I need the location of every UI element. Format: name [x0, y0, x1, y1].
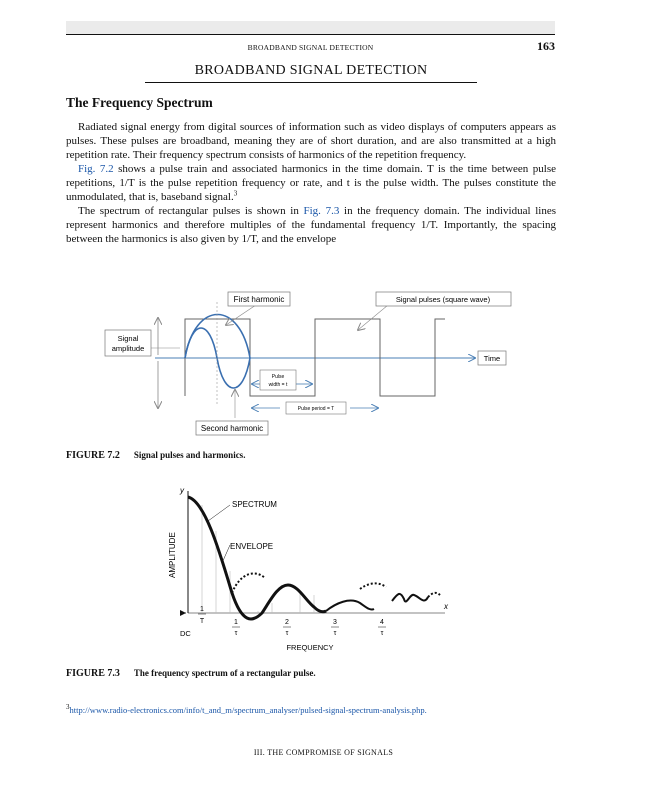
footnote	[66, 705, 427, 715]
paragraph-1: Radiated signal energy from digital sources of information such as video displays of computers appears as pulses. These pulses are broadband, meaning they are of short duration, and are also transmitted at a high repetition rate. Their frequency spectrum consists of harmonics of the repetition frequency.	[66, 121, 556, 161]
running-head	[66, 40, 555, 54]
running-title: BROADBAND SIGNAL DETECTION	[247, 43, 374, 52]
subheading: The Frequency Spectrum	[66, 95, 213, 110]
x-axis-label: x	[444, 602, 448, 611]
header-band	[66, 21, 555, 34]
tick-4-num: 4	[380, 619, 384, 626]
paragraph-3	[66, 204, 556, 246]
signal-label: Signal	[117, 334, 139, 343]
body-text	[66, 120, 556, 246]
section-title: BROADBAND SIGNAL DETECTION	[145, 63, 477, 83]
page-number: 163	[537, 39, 555, 53]
figure-7-3	[160, 483, 460, 658]
tick-1-over-T-den: T	[199, 618, 205, 625]
amplitude-label: amplitude	[111, 344, 145, 353]
tick-2-den: τ	[285, 630, 289, 637]
dc-label: DC	[180, 629, 191, 638]
figure-7-2	[100, 290, 520, 445]
fig-7-2-link[interactable]: Fig. 7.2	[78, 163, 114, 175]
tick-1-over-T-num: 1	[200, 606, 204, 613]
tick-3-num: 3	[333, 619, 337, 626]
header-rule	[66, 34, 555, 35]
fig-7-3-link[interactable]: Fig. 7.3	[303, 205, 340, 217]
figure-7-2-caption	[66, 450, 245, 461]
pulse-period-label: Pulse period = T	[297, 406, 335, 412]
figure-7-3-caption	[66, 668, 316, 679]
footer: III. THE COMPROMISE OF SIGNALS	[253, 748, 394, 757]
paragraph-2	[66, 162, 556, 204]
spectrum-label: SPECTRUM	[232, 500, 277, 509]
y-axis-label: y	[180, 486, 184, 495]
figure-7-3-number: FIGURE 7.3	[66, 668, 120, 679]
figure-7-3-caption-text: The frequency spectrum of a rectangular pulse.	[133, 668, 316, 678]
paragraph-3-text-b: in the frequency domain. The individual lines represent harmonics and therefore multiples of the fundamental frequency 1/T. Importantly, the spacing between the harmonics is also given by 1/T, and the envelope	[66, 205, 556, 245]
footnote-marker: 3	[66, 703, 70, 712]
tick-1-num: 1	[234, 619, 238, 626]
paragraph-2-text: shows a pulse train and associated harmonics in the time domain. T is the time between pulse repetitions, 1/T is the pulse repetition frequency or rate, and t is the pulse width. The pulses constitute the unmodulated, that is, baseband signal.	[66, 163, 556, 203]
envelope-label: ENVELOPE	[230, 542, 274, 551]
amplitude-axis-label: AMPLITUDE	[168, 532, 177, 578]
second-harmonic-label: Second harmonic	[200, 424, 264, 433]
tick-3-den: τ	[333, 630, 337, 637]
tick-1-den: τ	[234, 630, 238, 637]
tick-4-den: τ	[380, 630, 384, 637]
envelope-curve	[188, 497, 326, 619]
time-label: Time	[483, 354, 501, 363]
tick-2-num: 2	[285, 619, 289, 626]
first-harmonic-label: First harmonic	[233, 295, 285, 304]
frequency-label: FREQUENCY	[286, 643, 334, 652]
first-harmonic-curve	[185, 315, 250, 359]
signal-pulses-label: Signal pulses (square wave)	[395, 295, 491, 304]
pulse-label: Pulse	[271, 374, 285, 380]
footnote-url[interactable]: http://www.radio-electronics.com/info/t_and_m/spectrum_analyser/pulsed-signal-spectrum-analysis.php.	[69, 705, 427, 715]
harmonic-lines	[202, 505, 314, 613]
figure-7-2-caption-text: Signal pulses and harmonics.	[133, 450, 246, 460]
figure-7-2-number: FIGURE 7.2	[66, 450, 120, 461]
paragraph-3-text-a: The spectrum of rectangular pulses is shown in	[78, 205, 304, 217]
pulse-width-label: width = t	[268, 382, 288, 388]
footnote-ref[interactable]: 3	[233, 189, 238, 198]
